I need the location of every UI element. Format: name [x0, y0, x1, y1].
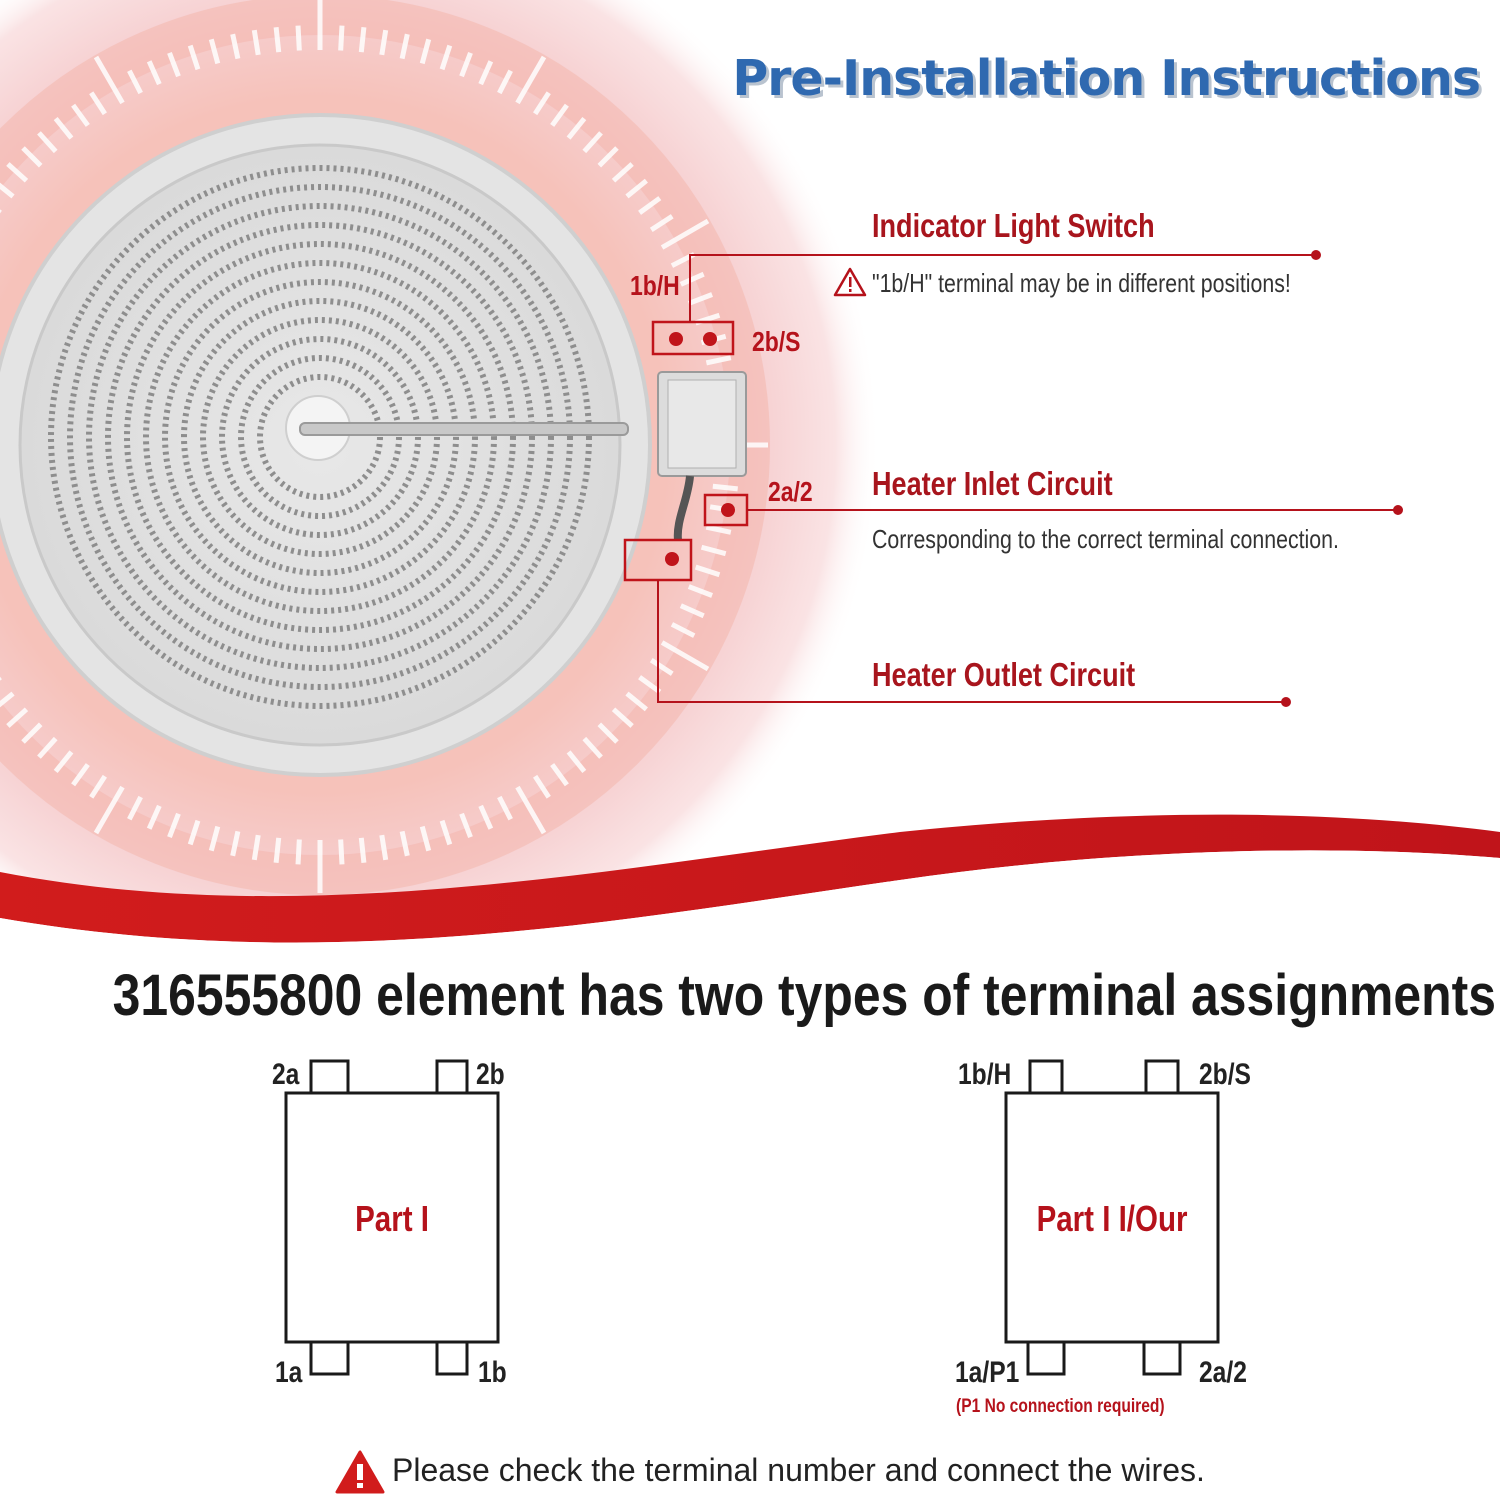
- page-title: Pre-Installation Instructions: [732, 50, 1480, 107]
- dial-tick: [341, 26, 342, 51]
- dial-tick: [276, 27, 279, 52]
- dial-tick: [713, 486, 738, 489]
- dial-tick: [298, 839, 299, 864]
- callout-outlet-heading: Heater Outlet Circuit: [872, 656, 1136, 693]
- part-i-top-right-label: 2b: [476, 1058, 505, 1091]
- terminal-label-2a-2: 2a/2: [768, 476, 813, 507]
- part-ii-bottom-left-label: 1a/P1: [955, 1356, 1020, 1389]
- callout-indicator-note: "1b/H" terminal may be in different positions!: [872, 268, 1291, 298]
- dial-tick: [361, 27, 364, 52]
- callout-indicator-heading: Indicator Light Switch: [872, 207, 1155, 244]
- assignments-headline: 316555800 element has two types of terminal assignments: [112, 963, 1496, 1028]
- callout-inlet-heading: Heater Inlet Circuit: [872, 465, 1113, 502]
- part-i-bottom-left-label: 1a: [275, 1356, 303, 1389]
- part-ii-bottom-right-label: 2a/2: [1199, 1356, 1247, 1389]
- footer-warning: Please check the terminal number and connect the wires.: [392, 1452, 1205, 1488]
- dial-tick: [298, 26, 299, 51]
- part-i-bottom-right-label: 1b: [478, 1356, 507, 1389]
- part-ii-name: Part I I/Our: [1036, 1198, 1188, 1239]
- part-i-top-left-label: 2a: [272, 1058, 300, 1091]
- dial-tick: [341, 839, 342, 864]
- part-i-name: Part I: [355, 1198, 429, 1239]
- part-ii-top-right-label: 2b/S: [1199, 1058, 1251, 1091]
- part-ii-top-left-label: 1b/H: [958, 1058, 1012, 1091]
- dial-tick: [276, 838, 279, 863]
- terminal-label-1b-h: 1b/H: [630, 270, 680, 301]
- dial-tick: [361, 838, 364, 863]
- part-ii-note: (P1 No connection required): [956, 1396, 1165, 1417]
- center-rod: [300, 423, 628, 435]
- callout-inlet-note: Corresponding to the correct terminal connection.: [872, 524, 1339, 554]
- terminal-label-2b-s: 2b/S: [752, 326, 801, 357]
